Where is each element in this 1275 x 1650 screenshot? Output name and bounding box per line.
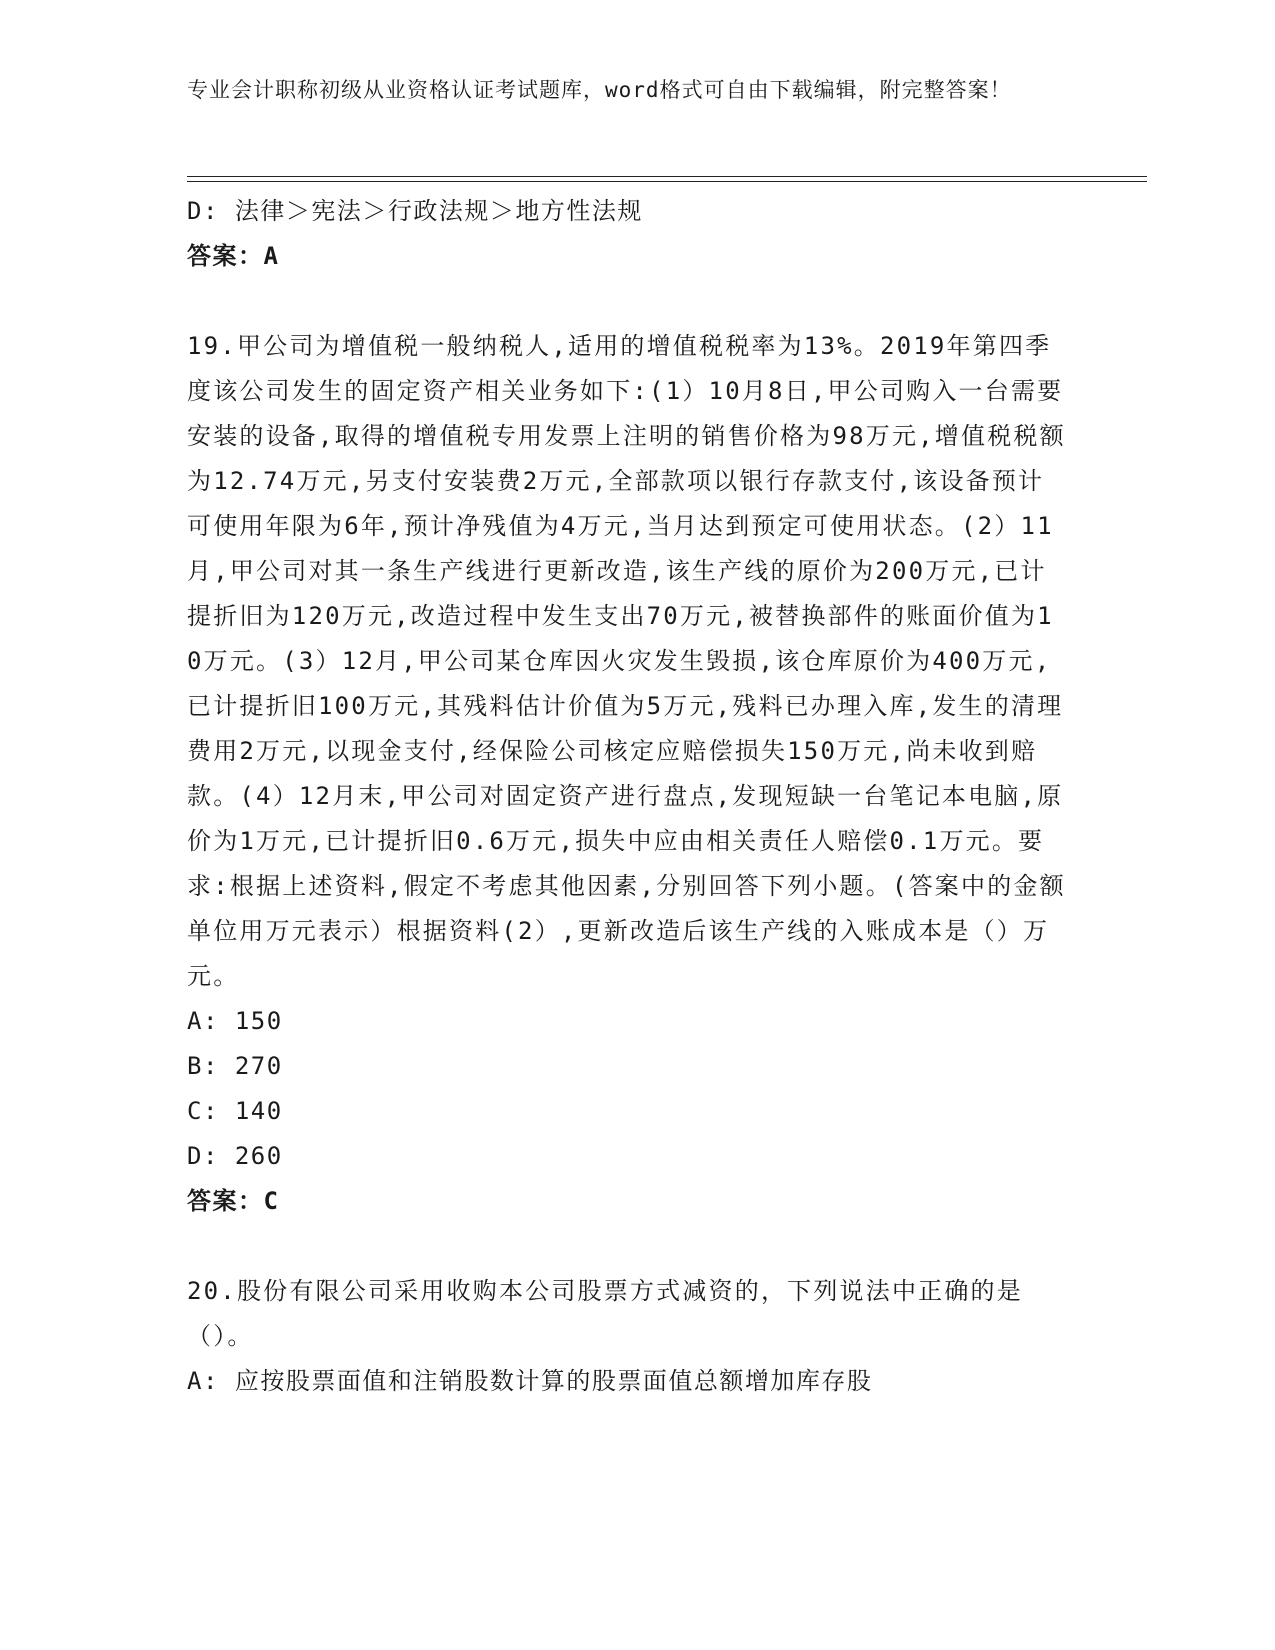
q19-option-a: A: 150 (187, 1007, 283, 1035)
spacer (187, 1224, 1087, 1269)
q20-option-a: A: 应按股票面值和注销股数计算的股票面值总额增加库存股 (187, 1367, 873, 1395)
header-rule-top (187, 176, 1147, 177)
spacer (187, 279, 1087, 324)
q19-option-c: C: 140 (187, 1097, 283, 1125)
q19-answer: 答案：C (187, 1187, 280, 1215)
header-text: 专业会计职称初级从业资格认证考试题库，word格式可自由下载编辑，附完整答案！ (187, 78, 1012, 102)
q19-option-d: D: 260 (187, 1142, 283, 1170)
header-rule-bottom (187, 181, 1147, 182)
prev-answer: 答案：A (187, 242, 280, 270)
page-header (187, 74, 1067, 107)
question-19-text: 19.甲公司为增值税一般纳税人,适用的增值税税率为13%。2019年第四季度该公司发生的固定资产相关业务如下:(1）10月8日,甲公司购入一台需要安装的设备,取得的增值税专用发票上注明的销售价格为98万元,增值税税额为12.74万元,另支付安装费2万元,全部款项以银行存款支付,该设备预计可使用年限为6年,预计净残值为4万元,当月达到预定可使用状态。(2）11月,甲公司对其一条生产线进行更新改造,该生产线的原价为200万元,已计提折旧为120万元,改造过程中发生支出70万元,被替换部件的账面价值为10万元。(3）12月,甲公司某仓库因火灾发生毁损,该仓库原价为400万元,已计提折旧100万元,其残料估计价值为5万元,残料已办理入库,发生的清理费用2万元,以现金支付,经保险公司核定应赔偿损失150万元,尚未收到赔款。(4）12月末,甲公司对固定资产进行盘点,发现短缺一台笔记本电脑,原价为1万元,已计提折旧0.6万元,损失中应由相关责任人赔偿0.1万元。要求:根据上述资料,假定不考虑其他因素,分别回答下列小题。(答案中的金额单位用万元表示）根据资料(2）,更新改造后该生产线的入账成本是（）万元。 (187, 332, 1066, 990)
prev-option-d: D: 法律＞宪法＞行政法规＞地方性法规 (187, 197, 643, 225)
document-body (187, 189, 1087, 1404)
question-20-text: 20.股份有限公司采用收购本公司股票方式减资的，下列说法中正确的是（）。 (187, 1277, 1023, 1350)
q19-option-b: B: 270 (187, 1052, 283, 1080)
